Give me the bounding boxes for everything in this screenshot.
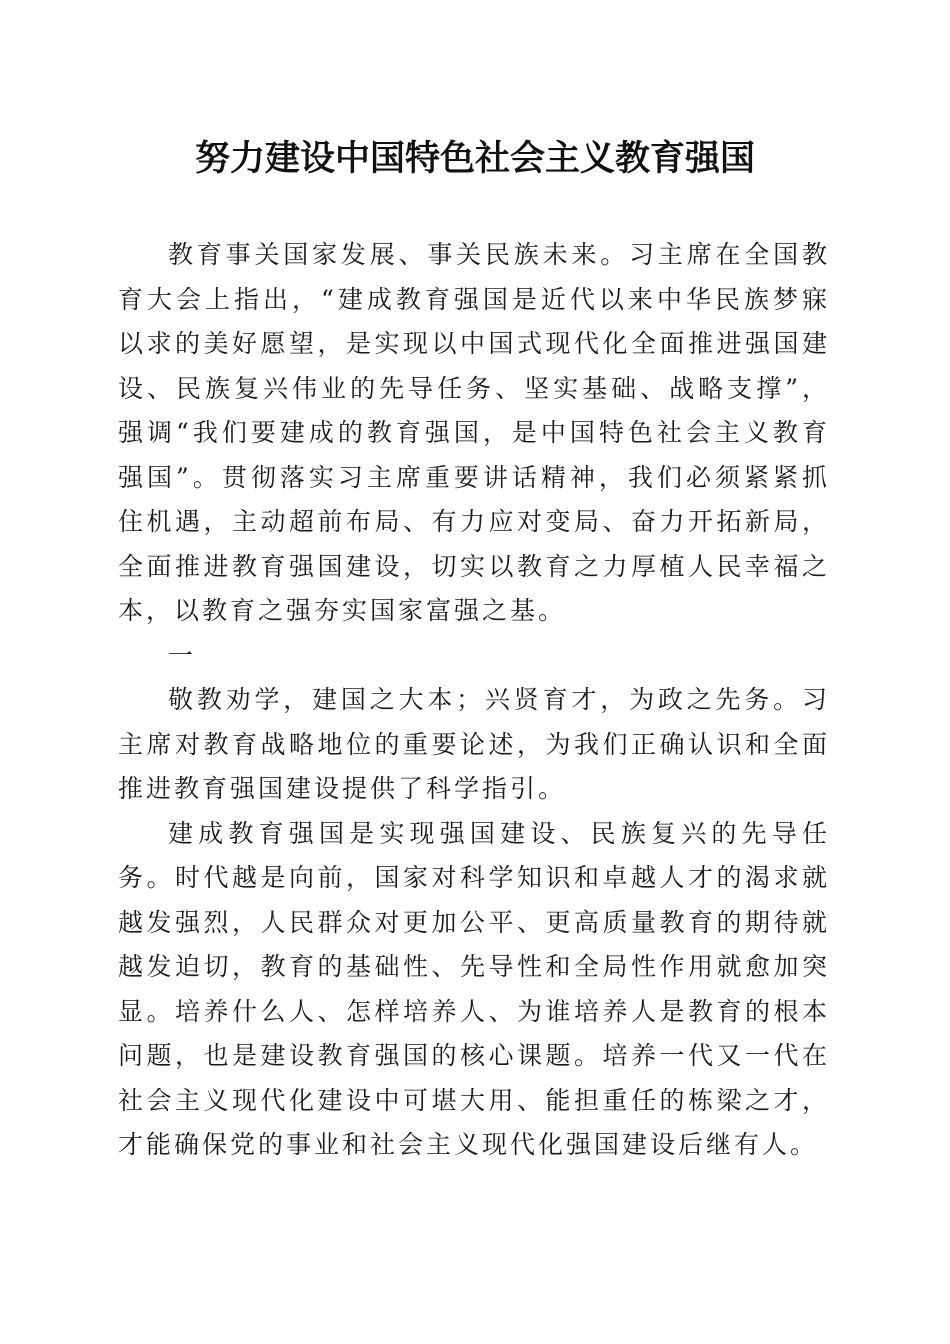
paragraph-intro: 教育事关国家发展、事关民族未来。习主席在全国教育大会上指出，“建成教育强国是近代以来中华民族梦寐以求的美好愿望，是实现以中国式现代化全面推进强国建设、民族复兴伟业的先导任务、坚实基础、战略支撑”，强调“我们要建成的教育强国，是中国特色社会主义教育强国”。贯彻落实习主席重要讲话精神，我们必须紧紧抓住机遇，主动超前布局、有力应对变局、奋力开拓新局，全面推进教育强国建设，切实以教育之力厚植人民幸福之本，以教育之强夯实国家富强之基。 (118, 240, 830, 625)
document-title: 努力建设中国特色社会主义教育强国 (194, 138, 755, 179)
paragraph-2: 敬教劝学，建国之大本；兴贤育才，为政之先务。习主席对教育战略地位的重要论述，为我们正确认识和全面推进教育强国建设提供了科学指引。 (118, 685, 830, 803)
document-body (118, 233, 830, 1168)
paragraph-3: 建成教育强国是实现强国建设、民族复兴的先导任务。时代越是向前，国家对科学知识和卓越人才的渴求就越发强烈，人民群众对更加公平、更高质量教育的期待就越发迫切，教育的基础性、先导性和全局性作用就愈加突显。培养什么人、怎样培养人、为谁培养人是教育的根本问题，也是建设教育强国的核心课题。培养一代又一代在社会主义现代化建设中可堪大用、能担重任的栋梁之才，才能确保党的事业和社会主义现代化强国建设后继有人。 (118, 818, 830, 1159)
section-number: 一 (168, 640, 194, 670)
